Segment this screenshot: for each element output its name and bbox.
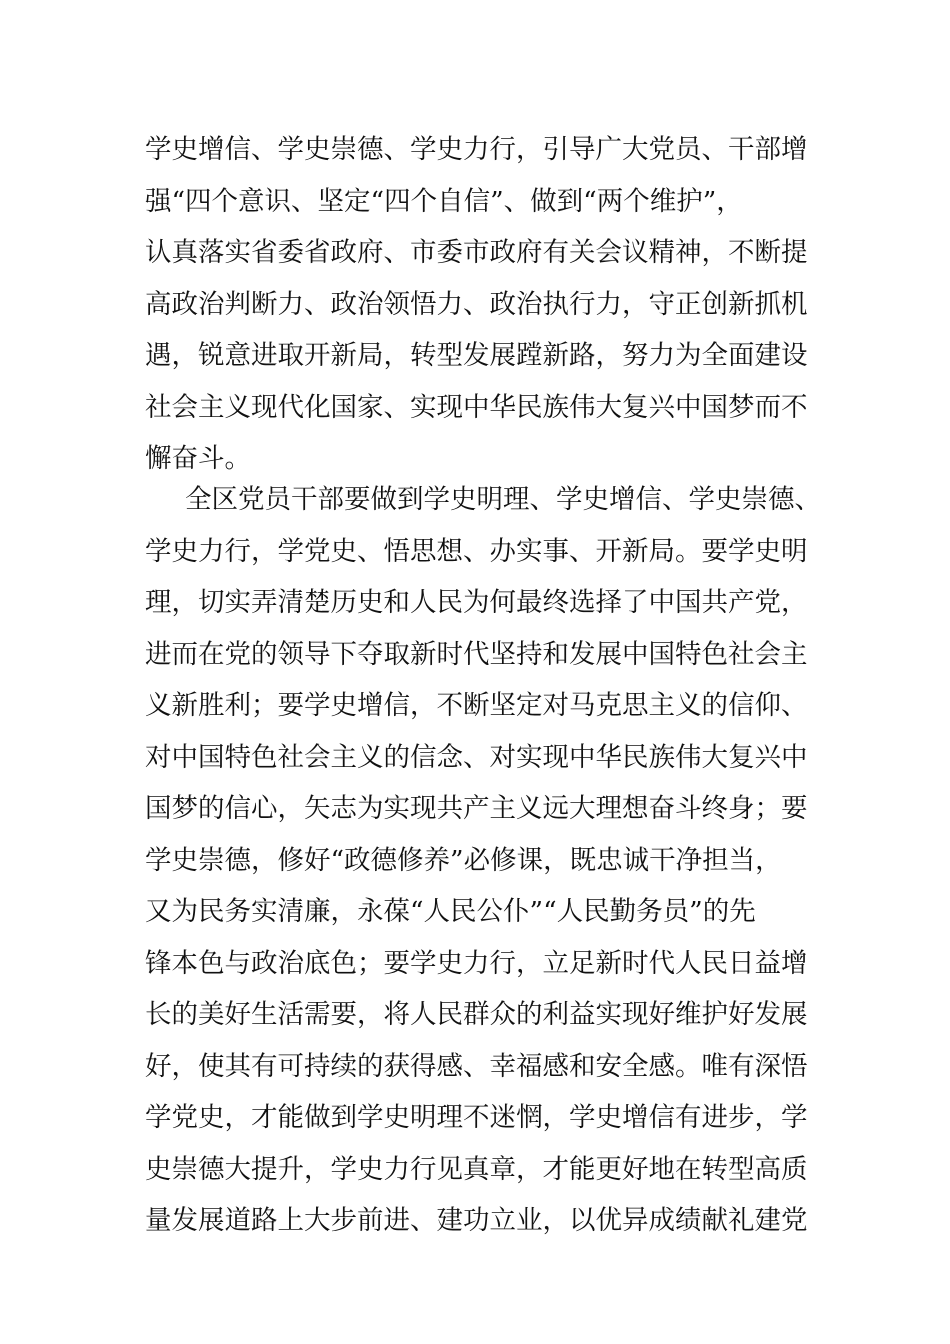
paragraph-1-line: 认真落实省委省政府、市委市政府有关会议精神，不断提 (145, 237, 808, 268)
paragraph-2-line: 学党史，才能做到学史明理不迷惘，学史增信有进步，学 (145, 1102, 808, 1133)
paragraph-2-line: 对中国特色社会主义的信念、对实现中华民族伟大复兴中 (145, 741, 808, 773)
paragraph-1-line: 遇，锐意进取开新局，转型发展蹚新路，努力为全面建设 (145, 340, 808, 371)
paragraph-2-line: 长的美好生活需要，将人民群众的利益实现好维护好发展 (145, 999, 808, 1030)
paragraph-2 (145, 474, 821, 1247)
paragraph-1-line: 学史增信、学史崇德、学史力行，引导广大党员、干部增 (145, 134, 808, 165)
paragraph-1-line: 懈奋斗。 (145, 443, 251, 474)
paragraph-2-line: 量发展道路上大步前进、建功立业，以优异成绩献礼建党 (145, 1205, 808, 1236)
paragraph-2-line: 好，使其有可持续的获得感、幸福感和安全感。唯有深悟 (145, 1050, 808, 1082)
paragraph-1-line: 社会主义现代化国家、实现中华民族伟大复兴中国梦而不 (145, 391, 808, 423)
paragraph-2-line: 学史崇德，修好“政德修养”必修课，既忠诚干净担当， (145, 844, 782, 876)
paragraph-2-line: 进而在党的领导下夺取新时代坚持和发展中国特色社会主 (145, 638, 808, 670)
paragraph-2-line: 锋本色与政治底色；要学史力行，立足新时代人民日益增 (145, 947, 808, 979)
paragraph-1-line: 高政治判断力、政治领悟力、政治执行力，守正创新抓机 (145, 288, 808, 320)
paragraph-2-line: 又为民务实清廉，永葆“人民公仆”“人民勤务员”的先 (145, 896, 756, 927)
paragraph-2-line: 国梦的信心，矢志为实现共产主义远大理想奋斗终身；要 (145, 793, 808, 824)
paragraph-2-line: 全区党员干部要做到学史明理、学史增信、学史崇德、 (185, 484, 821, 515)
paragraph-2-line: 理，切实弄清楚历史和人民为何最终选择了中国共产党， (145, 587, 808, 618)
paragraph-1 (145, 124, 815, 485)
paragraph-2-line: 学史力行，学党史、悟思想、办实事、开新局。要学史明 (145, 535, 808, 567)
paragraph-2-line: 史崇德大提升，学史力行见真章，才能更好地在转型高质 (145, 1153, 808, 1185)
paragraph-2-line: 义新胜利；要学史增信，不断坚定对马克思主义的信仰、 (145, 690, 808, 721)
paragraph-1-line: 强“四个意识、坚定“四个自信”、做到“两个维护”， (145, 185, 743, 217)
